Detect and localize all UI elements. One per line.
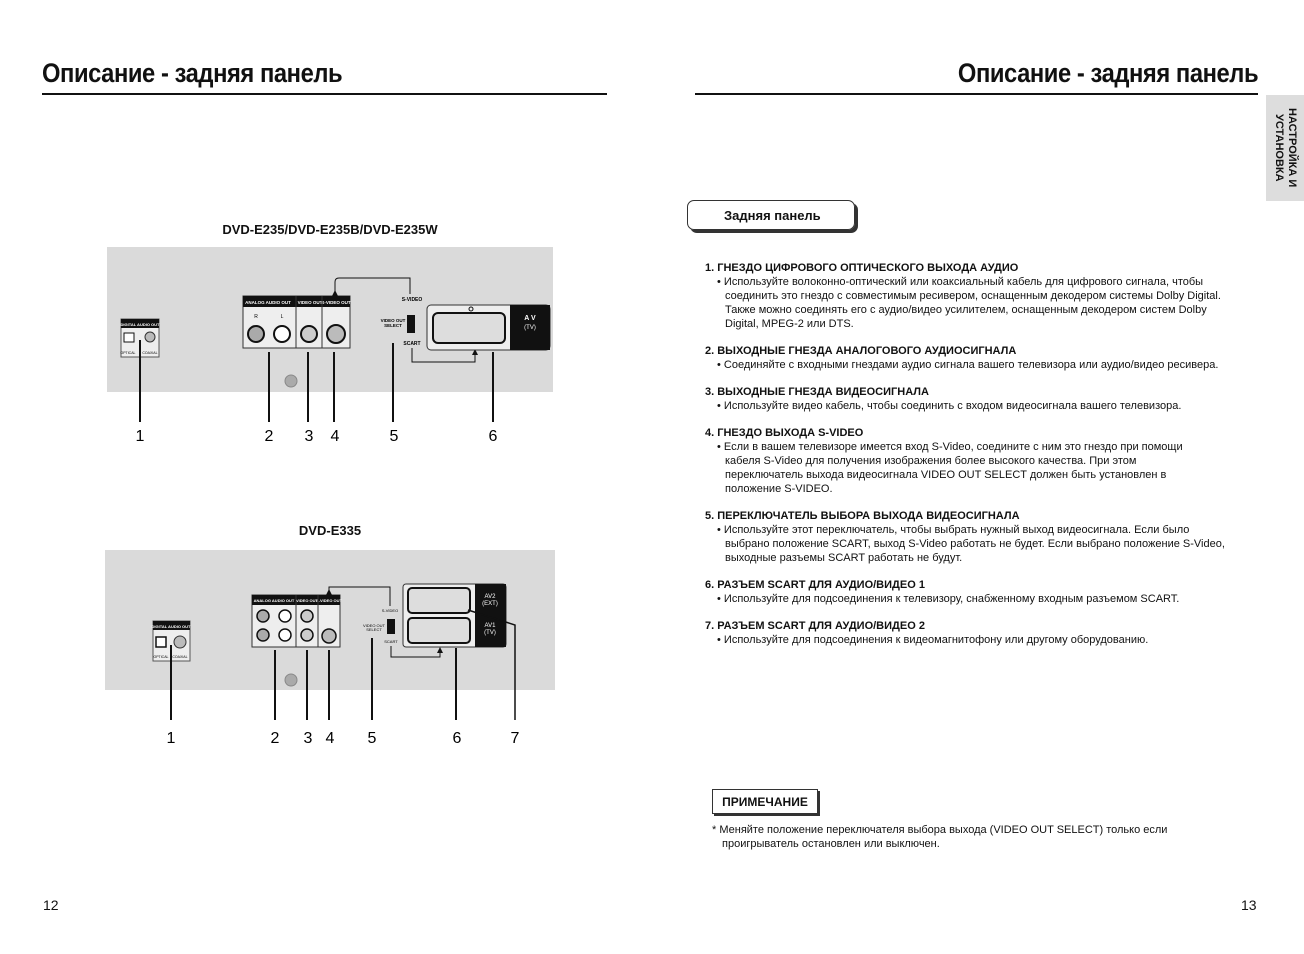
svg-text:OPTICAL: OPTICAL bbox=[120, 351, 136, 355]
section-heading: 4. ГНЕЗДО ВЫХОДА S-VIDEO bbox=[705, 427, 864, 439]
model-label-2: DVD-E335 bbox=[298, 523, 362, 538]
svg-text:ANALOG AUDIO OUT: ANALOG AUDIO OUT bbox=[245, 300, 291, 305]
section-heading: 7. РАЗЪЕМ SCART ДЛЯ АУДИО/ВИДЕО 2 bbox=[705, 620, 925, 632]
callout-6: 6 bbox=[488, 428, 498, 445]
section-text: • Соединяйте с входными гнездами аудио сигнала вашего телевизора или аудио/видео ресивера. bbox=[717, 359, 1219, 371]
svg-text:VIDEO OUT: VIDEO OUT bbox=[295, 598, 319, 603]
svg-text:SELECT: SELECT bbox=[384, 323, 402, 328]
section-heading: 3. ВЫХОДНЫЕ ГНЕЗДА ВИДЕОСИГНАЛА bbox=[705, 386, 929, 398]
side-tab-label: НАСТРОЙКА И УСТАНОВКА bbox=[1273, 108, 1298, 188]
section-heading: 5. ПЕРЕКЛЮЧАТЕЛЬ ВЫБОРА ВЫХОДА ВИДЕОСИГНАЛА bbox=[705, 510, 1020, 522]
section-5 bbox=[705, 509, 1225, 565]
callout-2: 2 bbox=[264, 428, 274, 445]
page-title-right: Описание - задняя панель bbox=[957, 58, 1258, 88]
note-label: ПРИМЕЧАНИЕ bbox=[712, 789, 818, 814]
callout-5: 5 bbox=[389, 428, 399, 445]
svg-text:(EXT): (EXT) bbox=[482, 601, 498, 607]
callout-3: 3 bbox=[304, 428, 314, 445]
callout-1: 1 bbox=[135, 428, 145, 445]
section-3 bbox=[705, 385, 1225, 413]
svg-text:ANALOG AUDIO OUT: ANALOG AUDIO OUT bbox=[253, 598, 295, 603]
rear-panel-1 bbox=[107, 247, 553, 445]
callout-2: 2 bbox=[270, 730, 280, 747]
section-text: • Используйте этот переключатель, чтобы выбрать нужный выход видеосигнала. Если было выбрано положение SCART, выход S-Video работать не будет. Если выбрано положение S-Video, выходные разъемы SCART работать не будут. bbox=[717, 524, 1225, 564]
callout-4: 4 bbox=[330, 428, 340, 445]
note-text: * Меняйте положение переключателя выбора выхода (VIDEO OUT SELECT) только если проигрыватель остановлен или выключен. bbox=[712, 824, 1168, 850]
scart-connectors bbox=[403, 584, 506, 647]
scart-connector bbox=[427, 305, 550, 350]
section-text: • Используйте видео кабель, чтобы соединить с входом видеосигнала вашего телевизора. bbox=[717, 400, 1182, 412]
page-number-left: 12 bbox=[43, 897, 59, 913]
section-heading-button: Задняя панель bbox=[687, 200, 855, 230]
callout-4: 4 bbox=[325, 730, 335, 747]
title-rule-right bbox=[695, 93, 1258, 95]
screw-icon bbox=[285, 674, 297, 686]
svg-text:DIGITAL AUDIO OUT: DIGITAL AUDIO OUT bbox=[120, 322, 160, 327]
screw-icon bbox=[285, 375, 297, 387]
section-heading: 1. ГНЕЗДО ЦИФРОВОГО ОПТИЧЕСКОГО ВЫХОДА АУДИО bbox=[705, 262, 1019, 274]
svg-text:(TV): (TV) bbox=[524, 325, 536, 331]
section-1 bbox=[705, 261, 1225, 331]
av-output-jacks bbox=[243, 296, 351, 348]
svg-text:DIGITAL AUDIO OUT: DIGITAL AUDIO OUT bbox=[151, 624, 191, 629]
section-text: • Используйте для подсоединения к видеомагнитофону или другому оборудованию. bbox=[717, 634, 1149, 646]
svg-text:S-VIDEO OUT: S-VIDEO OUT bbox=[315, 598, 343, 603]
svg-text:A V: A V bbox=[524, 315, 536, 322]
section-2 bbox=[705, 344, 1225, 372]
svg-text:L: L bbox=[280, 314, 284, 320]
svg-text:AV1: AV1 bbox=[484, 623, 496, 629]
av-output-jacks bbox=[252, 595, 343, 647]
section-4 bbox=[705, 426, 1225, 496]
svg-text:S-VIDEO: S-VIDEO bbox=[381, 608, 399, 613]
svg-text:COAXIAL: COAXIAL bbox=[142, 351, 158, 355]
svg-text:SCART: SCART bbox=[384, 639, 398, 644]
svg-text:VIDEO OUT: VIDEO OUT bbox=[362, 623, 386, 628]
callout-6: 6 bbox=[452, 730, 462, 747]
svg-text:S-VIDEO: S-VIDEO bbox=[401, 297, 423, 303]
page-number-right: 13 bbox=[1241, 897, 1257, 913]
chapter-side-tab bbox=[1266, 95, 1304, 201]
section-text: • Используйте для подсоединения к телевизору, снабженному входным разъемом SCART. bbox=[717, 593, 1180, 605]
svg-text:R: R bbox=[254, 314, 258, 320]
callout-1: 1 bbox=[166, 730, 176, 747]
svg-text:SELECT: SELECT bbox=[366, 627, 382, 632]
section-text: • Если в вашем телевизоре имеется вход S-Video, соедините с ним это гнездо при помощи кабеля S-Video для получения изображения более высокого качества. При этом переключатель выхода видеосигнала VIDEO OUT SELECT должен быть установлен в положение S-VIDEO. bbox=[717, 441, 1183, 495]
svg-text:SCART: SCART bbox=[403, 341, 421, 347]
rear-panel-2 bbox=[105, 550, 555, 747]
svg-text:(TV): (TV) bbox=[484, 630, 496, 636]
model-label-1: DVD-E235/DVD-E235B/DVD-E235W bbox=[222, 222, 438, 237]
section-6 bbox=[705, 578, 1225, 606]
callout-5: 5 bbox=[367, 730, 377, 747]
rear-panel-diagrams bbox=[0, 0, 620, 760]
svg-text:VIDEO OUT: VIDEO OUT bbox=[297, 300, 323, 305]
svg-text:OPTICAL: OPTICAL bbox=[153, 655, 169, 659]
svg-text:S-VIDEO OUT: S-VIDEO OUT bbox=[321, 300, 351, 305]
section-text: • Используйте волоконно-оптический или коаксиальный кабель для цифрового сигнала, чтобы соединить это гнездо с совместимым ресивером, оснащенным декодером системы Dolby Digital. Также можно соединять его с аудио/видео усилителем, оснащенным декодером систем Dolby Digital, MPEG-2 или DTS. bbox=[717, 276, 1221, 330]
svg-text:VIDEO OUT: VIDEO OUT bbox=[380, 318, 406, 323]
svg-text:AV2: AV2 bbox=[484, 594, 496, 600]
page-title-left: Описание - задняя панель bbox=[42, 58, 343, 88]
video-out-select-switch bbox=[407, 315, 415, 333]
svg-text:COAXIAL: COAXIAL bbox=[172, 655, 188, 659]
section-7 bbox=[705, 619, 1225, 647]
section-heading: 6. РАЗЪЕМ SCART ДЛЯ АУДИО/ВИДЕО 1 bbox=[705, 579, 925, 591]
callout-3: 3 bbox=[303, 730, 313, 747]
video-out-select-switch bbox=[387, 619, 395, 634]
section-heading: 2. ВЫХОДНЫЕ ГНЕЗДА АНАЛОГОВОГО АУДИОСИГНАЛА bbox=[705, 345, 1017, 357]
callout-7: 7 bbox=[510, 730, 520, 747]
connector-descriptions bbox=[705, 261, 1225, 660]
